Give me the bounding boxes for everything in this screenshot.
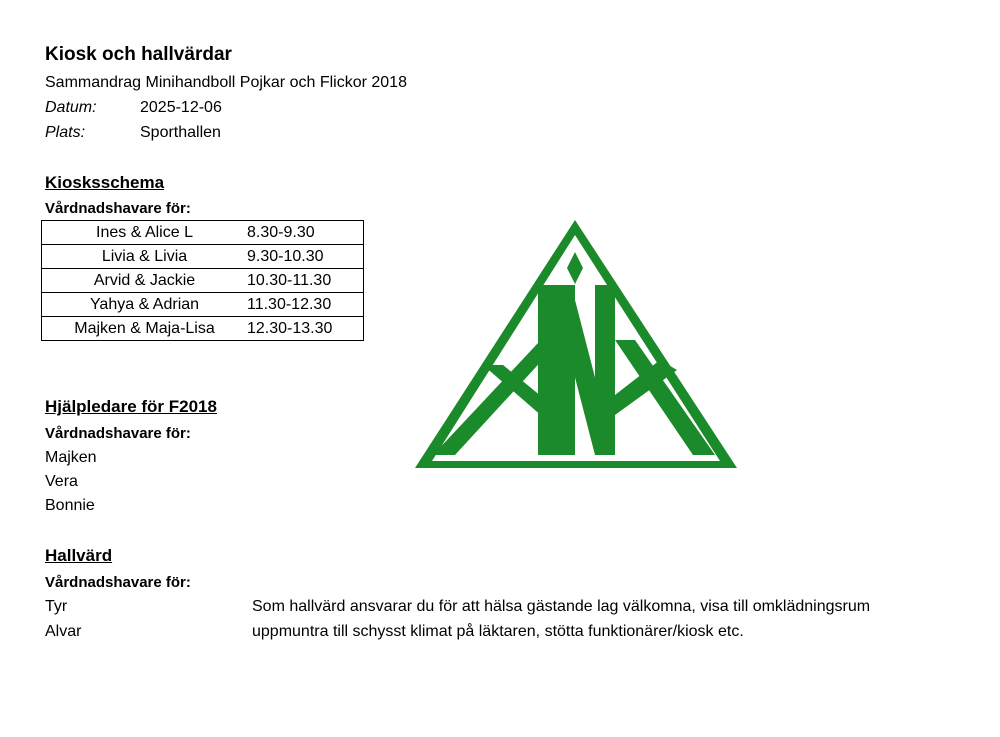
kiosk-heading: Kiosksschema [45,173,165,192]
helpers-heading: Hjälpledare för F2018 [45,397,217,416]
helper-name: Bonnie [45,497,95,514]
kiosk-guardian-label: Vårdnadshavare för: [45,200,191,217]
helper-name: Majken [45,449,97,466]
schedule-time: 11.30-12.30 [247,293,364,317]
helper-name: Vera [45,473,78,490]
schedule-names: Ines & Alice L [42,221,248,245]
schedule-names: Arvid & Jackie [42,269,248,293]
schedule-time: 12.30-13.30 [247,317,364,341]
schedule-names: Majken & Maja-Lisa [42,317,248,341]
kiosk-schedule-table [41,220,364,341]
hallvard-name: Tyr [45,598,68,615]
table-row [42,293,364,317]
hallvard-description-line: uppmuntra till schysst klimat på läktaren, stötta funktionärer/kiosk etc. [252,623,744,640]
place-label: Plats: [45,124,86,141]
helpers-guardian-label: Vårdnadshavare för: [45,425,191,442]
table-row [42,269,364,293]
schedule-names: Livia & Livia [42,245,248,269]
schedule-names: Yahya & Adrian [42,293,248,317]
hallvard-guardian-label: Vårdnadshavare för: [45,574,191,591]
date-value: 2025-12-06 [140,99,222,116]
schedule-time: 8.30-9.30 [247,221,364,245]
subtitle: Sammandrag Minihandboll Pojkar och Flickor 2018 [45,74,407,91]
place-value: Sporthallen [140,124,221,141]
table-row [42,317,364,341]
club-triangle-logo-icon [415,220,737,472]
page-title: Kiosk och hallvärdar [45,44,232,65]
table-row [42,221,364,245]
hallvard-heading: Hallvärd [45,546,113,565]
schedule-time: 10.30-11.30 [247,269,364,293]
schedule-time: 9.30-10.30 [247,245,364,269]
table-row [42,245,364,269]
hallvard-name: Alvar [45,623,82,640]
date-label: Datum: [45,99,97,116]
hallvard-description-line: Som hallvärd ansvarar du för att hälsa gästande lag välkomna, visa till omklädningsrum [252,598,871,615]
